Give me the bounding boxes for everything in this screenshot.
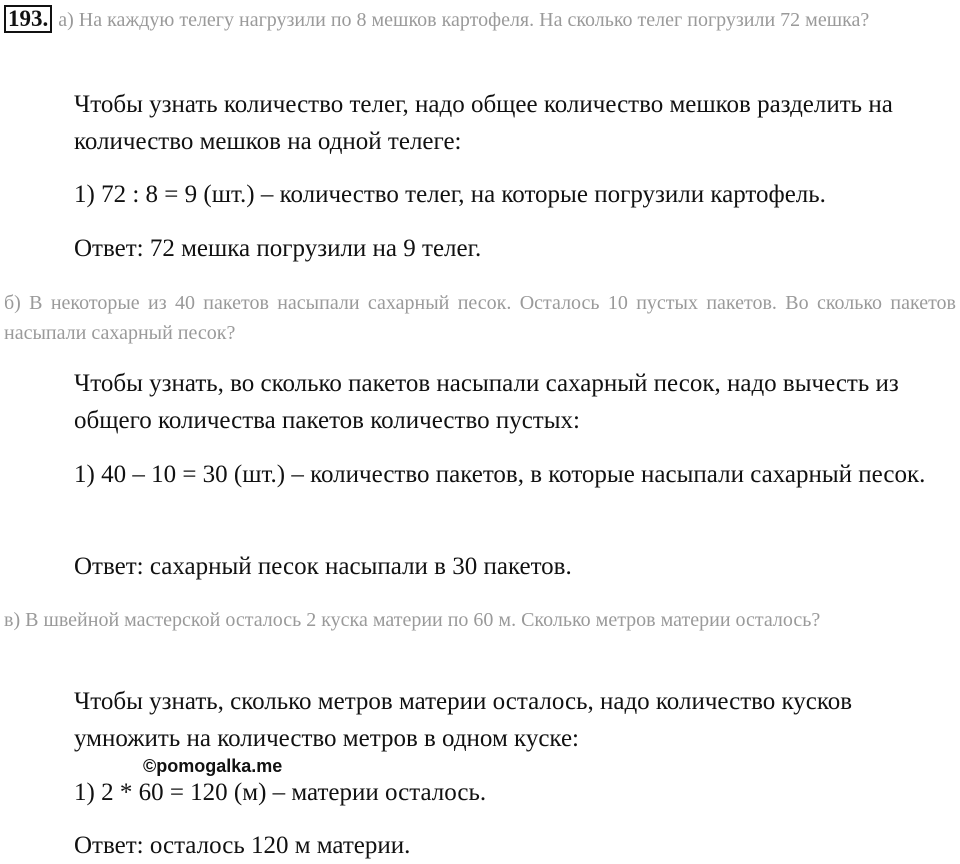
problem-number: 193. (4, 5, 52, 33)
answer-b: Ответ: сахарный песок насыпали в 30 пакетов. (74, 553, 572, 580)
question-c: в) В швейной мастерской осталось 2 куска материи по 60 м. Сколько метров материи осталось? (4, 609, 821, 631)
question-a (4, 5, 956, 35)
question-b: б) В некоторые из 40 пакетов насыпали сахарный песок. Осталось 10 пустых пакетов. Во сколько пакетов насыпали сахарный песок? (4, 292, 956, 344)
answer-a: Ответ: 72 мешка погрузили на 9 телег. (74, 235, 482, 262)
step-c-1: 1) 2 * 60 = 120 (м) – материи осталось. (74, 779, 487, 806)
answer-c: Ответ: осталось 120 м материи. (74, 832, 411, 859)
explanation-a: Чтобы узнать количество телег, надо общее количество мешков разделить на количество мешков на одной телеге: (74, 91, 893, 155)
step-b-1: 1) 40 – 10 = 30 (шт.) – количество пакетов, в которые насыпали сахарный песок. (74, 461, 926, 488)
explanation-c: Чтобы узнать, сколько метров материи осталось, надо количество кусков умножить на количество метров в одном куске: (74, 688, 853, 752)
question-a-text: а) На каждую телегу нагрузили по 8 мешков картофеля. На сколько телег погрузили 72 мешка? (58, 9, 870, 31)
explanation-b: Чтобы узнать, во сколько пакетов насыпали сахарный песок, надо вычесть из общего количества пакетов количество пустых: (74, 370, 899, 434)
step-a-1: 1) 72 : 8 = 9 (шт.) – количество телег, на которые погрузили картофель. (74, 181, 826, 208)
watermark: ©pomogalka.me (143, 756, 283, 776)
